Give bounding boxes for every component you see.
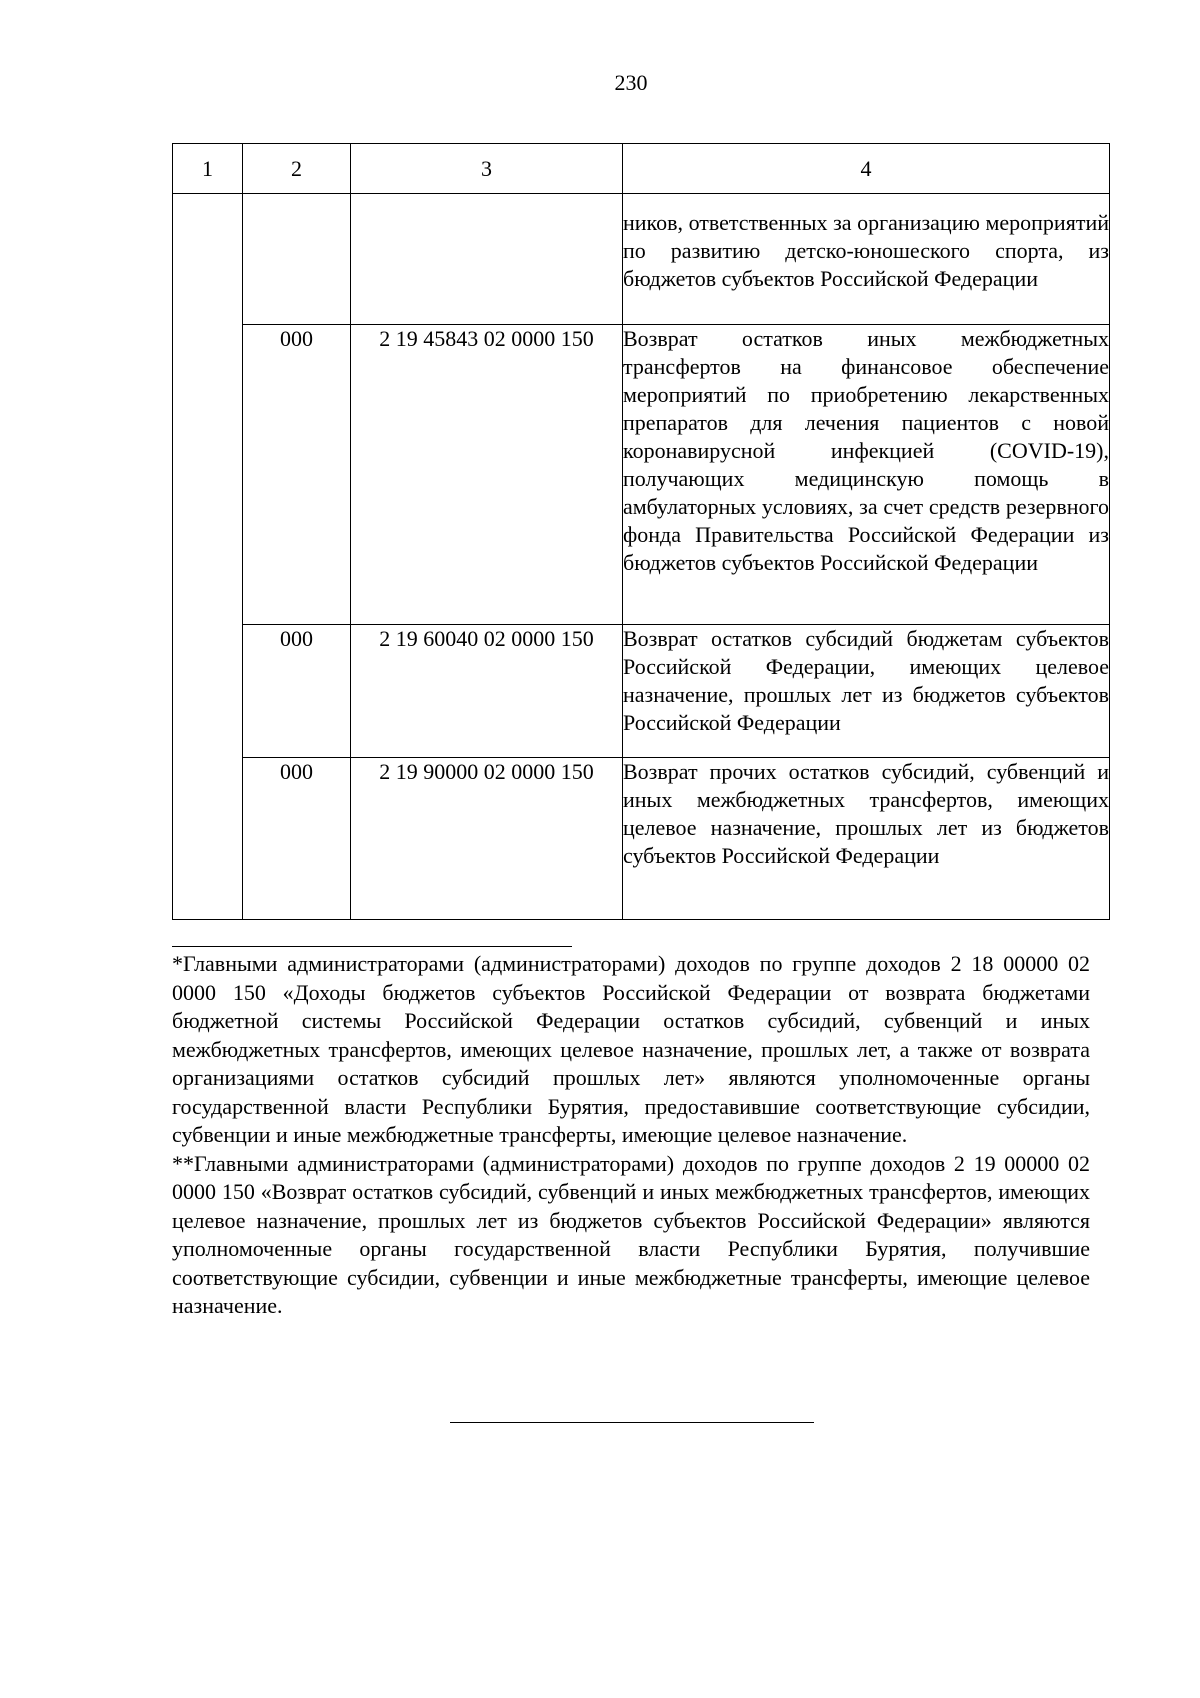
footnote-separator [172,946,572,947]
table-row [173,194,1110,325]
column-header: 2 [243,144,351,194]
column-header: 1 [173,144,243,194]
column-header: 4 [623,144,1110,194]
kbk-code-cell: 2 19 90000 02 0000 150 [351,758,623,920]
admin-code-cell: 000 [243,325,351,625]
column-header: 3 [351,144,623,194]
page-number: 230 [614,70,648,95]
admin-code-cell [243,194,351,325]
footnote-2: **Главными администраторами (администраторами) доходов по группе доходов 2 19 00000 02 0000 150 «Возврат остатков субсидий, субвенций и иных межбюджетных трансфертов, имеющих целевое назначение, прошлых лет из бюджетов субъектов Российской Федерации» являются уполномоченные органы государственной власти Республики Бурятия, получившие соответствующие субсидии, субвенции и иные межбюджетные трансферты, имеющие целевое назначение. [172,1150,1090,1318]
footnote-1: *Главными администраторами (администраторами) доходов по группе доходов 2 18 00000 02 0000 150 «Доходы бюджетов субъектов Российской Федерации от возврата бюджетами бюджетной системы Российской Федерации остатков субсидий, субвенций и иных межбюджетных трансфертов, имеющих целевое назначение, прошлых лет, а также от возврата организациями остатков субсидий прошлых лет» являются уполномоченные органы государственной власти Республики Бурятия, предоставившие соответствующие субсидии, субвенции и иные межбюджетные трансферты, имеющие целевое назначение. [172,951,1090,1147]
revenue-classification-table [172,143,1110,920]
table-header-row [173,144,1110,194]
kbk-code-cell [351,194,623,325]
end-of-document-line [450,1422,814,1423]
description-cell: Возврат остатков субсидий бюджетам субъектов Российской Федерации, имеющих целевое назначение, прошлых лет из бюджетов субъектов Российской Федерации [623,625,1110,758]
description-cell: Возврат прочих остатков субсидий, субвенций и иных межбюджетных трансфертов, имеющих целевое назначение, прошлых лет из бюджетов субъектов Российской Федерации [623,758,1110,920]
kbk-code-cell: 2 19 60040 02 0000 150 [351,625,623,758]
description-cell: ников, ответственных за организацию мероприятий по развитию детско-юношеского спорта, из бюджетов субъектов Российской Федерации [623,194,1110,325]
group-column-cell [173,194,243,920]
admin-code-cell: 000 [243,625,351,758]
footnotes [172,950,1090,1321]
table-row [173,625,1110,758]
description-cell: Возврат остатков иных межбюджетных трансфертов на финансовое обеспечение мероприятий по приобретению лекарственных препаратов для лечения пациентов с новой коронавирусной инфекцией (COVID-19), получающих медицинскую помощь в амбулаторных условиях, за счет средств резервного фонда Правительства Российской Федерации из бюджетов субъектов Российской Федерации [623,325,1110,625]
kbk-code-cell: 2 19 45843 02 0000 150 [351,325,623,625]
table-row [173,758,1110,920]
table-row [173,325,1110,625]
admin-code-cell: 000 [243,758,351,920]
